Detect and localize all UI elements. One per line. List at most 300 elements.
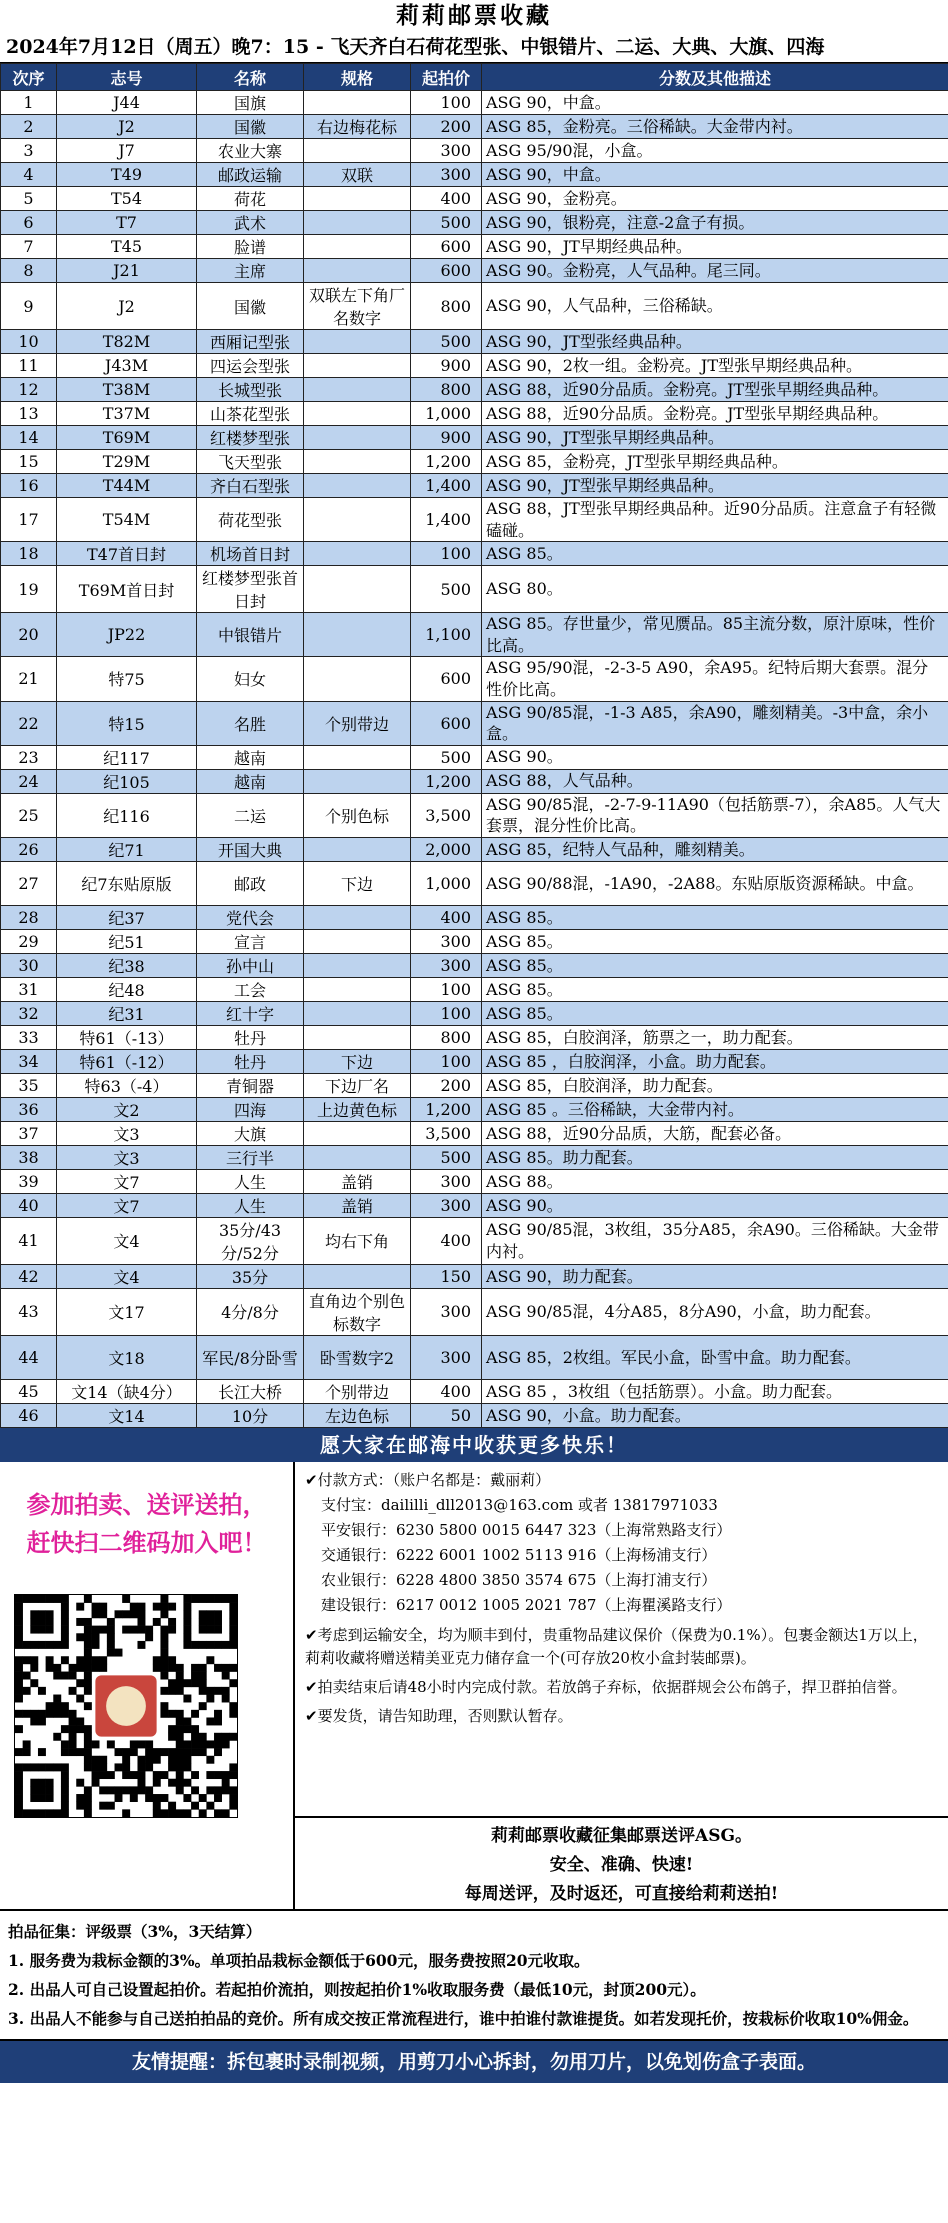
- qr-module: [76, 1794, 84, 1802]
- lot-code: 特15: [57, 701, 197, 745]
- lot-code: T29M: [57, 450, 197, 474]
- qr-module: [69, 1671, 77, 1679]
- lot-price: 800: [411, 1025, 482, 1049]
- qr-finder-module: [229, 1618, 237, 1626]
- qr-module: [76, 1633, 84, 1641]
- qr-module: [92, 1771, 100, 1779]
- qr-module: [84, 1656, 92, 1664]
- lot-spec: [304, 474, 411, 498]
- qr-module: [30, 1717, 38, 1725]
- qr-module: [130, 1626, 138, 1634]
- qr-module: [122, 1809, 130, 1817]
- lot-price: 500: [411, 1145, 482, 1169]
- qr-module: [199, 1664, 207, 1672]
- table-row: [1, 542, 948, 566]
- lot-index: 37: [1, 1121, 57, 1145]
- lot-desc: ASG 90。金粉亮，人气品种。尾三同。: [482, 259, 948, 283]
- lot-code: J2: [57, 283, 197, 330]
- qr-module: [183, 1740, 191, 1748]
- qr-module: [176, 1671, 184, 1679]
- header-spec: 规格: [304, 64, 411, 91]
- qr-finder-module: [61, 1626, 69, 1634]
- qr-finder-module: [199, 1595, 207, 1603]
- qr-module: [115, 1610, 123, 1618]
- qr-module: [214, 1794, 222, 1802]
- qr-finder-module: [214, 1610, 222, 1618]
- auction-subtitle: 2024年7月12日（周五）晚7：15 - 飞天齐白石荷花型张、中银错片、二运、大典、大旗、四海: [0, 32, 948, 63]
- qr-module: [61, 1748, 69, 1756]
- qr-module: [107, 1786, 115, 1794]
- qr-module: [107, 1771, 115, 1779]
- lot-spec: [304, 498, 411, 542]
- header-code: 志号: [57, 64, 197, 91]
- table-row: [1, 1145, 948, 1169]
- lot-spec: [304, 905, 411, 929]
- qr-module: [130, 1748, 138, 1756]
- qr-module: [160, 1664, 168, 1672]
- qr-module: [92, 1756, 100, 1764]
- qr-module: [84, 1618, 92, 1626]
- qr-finder-module: [38, 1763, 46, 1771]
- qr-finder-module: [15, 1603, 23, 1611]
- lot-price: 600: [411, 657, 482, 701]
- qr-module: [222, 1733, 230, 1741]
- lot-index: 34: [1, 1049, 57, 1073]
- lot-price: 50: [411, 1403, 482, 1427]
- qr-module: [84, 1756, 92, 1764]
- qr-module: [76, 1779, 84, 1787]
- lot-price: 1,100: [411, 613, 482, 657]
- lot-price: 300: [411, 1335, 482, 1379]
- qr-module: [191, 1748, 199, 1756]
- lot-name: 主席: [197, 259, 304, 283]
- qr-module: [122, 1626, 130, 1634]
- header-price: 起拍价: [411, 64, 482, 91]
- qr-finder-module: [15, 1794, 23, 1802]
- delivery-note: ✔要发货，请告知助理，否则默认暂存。: [305, 1706, 573, 1725]
- qr-module: [176, 1687, 184, 1695]
- lot-index: 45: [1, 1379, 57, 1403]
- qr-module: [214, 1664, 222, 1672]
- lot-price: 1,400: [411, 474, 482, 498]
- qr-module: [61, 1671, 69, 1679]
- lot-desc: ASG 80。: [482, 566, 948, 613]
- shipping-note: ✔考虑到运输安全，均为顺丰到付，贵重物品建议保价（保费为0.1%）。包裹金额达1万以上，莉莉收藏将赠送精美亚克力储存盒一个(可存放20枚小盒封装邮票)。: [305, 1625, 928, 1667]
- qr-module: [130, 1771, 138, 1779]
- qr-finder-module: [206, 1595, 214, 1603]
- lot-index: 14: [1, 426, 57, 450]
- check-icon: ✔: [305, 1470, 318, 1489]
- lot-code: T49: [57, 163, 197, 187]
- bank-account-pingan: 平安银行：6230 5800 0015 6447 323（上海常熟路支行）: [321, 1520, 732, 1539]
- qr-module: [38, 1717, 46, 1725]
- qr-module: [222, 1779, 230, 1787]
- qr-module: [222, 1671, 230, 1679]
- lot-price: 600: [411, 259, 482, 283]
- qr-module: [176, 1786, 184, 1794]
- table-row: [1, 1193, 948, 1217]
- qr-module: [99, 1786, 107, 1794]
- table-row: [1, 330, 948, 354]
- qr-finder-module: [30, 1595, 38, 1603]
- lot-index: 23: [1, 745, 57, 769]
- lot-name: 四海: [197, 1097, 304, 1121]
- table-row: [1, 1121, 948, 1145]
- qr-module: [23, 1671, 31, 1679]
- table-row: [1, 450, 948, 474]
- lot-name: 西厢记型张: [197, 330, 304, 354]
- table-row: [1, 283, 948, 330]
- qr-module: [15, 1679, 23, 1687]
- qr-module: [107, 1626, 115, 1634]
- lot-price: 300: [411, 1169, 482, 1193]
- rules-heading: 拍品征集：评级票（3%，3天结算）: [8, 1921, 262, 1941]
- qr-module: [206, 1802, 214, 1810]
- check-icon: ✔: [305, 1677, 318, 1696]
- table-row: [1, 1288, 948, 1335]
- qr-module: [183, 1779, 191, 1787]
- qr-module: [168, 1725, 176, 1733]
- table-row: [1, 793, 948, 837]
- table-row: [1, 566, 948, 613]
- lot-index: 46: [1, 1403, 57, 1427]
- table-row: [1, 1049, 948, 1073]
- qr-module: [183, 1717, 191, 1725]
- qr-finder-module: [15, 1626, 23, 1634]
- qr-module: [160, 1649, 168, 1657]
- qr-module: [137, 1610, 145, 1618]
- qr-finder-module: [53, 1595, 61, 1603]
- table-row: [1, 354, 948, 378]
- qr-module: [99, 1610, 107, 1618]
- qr-module: [168, 1763, 176, 1771]
- lot-spec: [304, 378, 411, 402]
- lot-name: 工会: [197, 977, 304, 1001]
- qr-module: [46, 1710, 54, 1718]
- qr-module: [176, 1771, 184, 1779]
- qr-finder-module: [206, 1610, 214, 1618]
- qr-module: [168, 1809, 176, 1817]
- lot-desc: ASG 88，近90分品质。金粉亮。JT型张早期经典品种。: [482, 402, 948, 426]
- qr-module: [30, 1710, 38, 1718]
- lot-spec: [304, 1264, 411, 1288]
- lot-code: 纪38: [57, 953, 197, 977]
- qr-finder-module: [23, 1595, 31, 1603]
- qr-module: [160, 1687, 168, 1695]
- qr-module: [69, 1717, 77, 1725]
- qr-module: [23, 1748, 31, 1756]
- lot-desc: ASG 85。: [482, 977, 948, 1001]
- qr-module: [84, 1786, 92, 1794]
- qr-module: [168, 1733, 176, 1741]
- qr-module: [53, 1694, 61, 1702]
- qr-module: [69, 1664, 77, 1672]
- qr-module: [183, 1809, 191, 1817]
- qr-module: [76, 1603, 84, 1611]
- qr-module: [137, 1786, 145, 1794]
- qr-module: [69, 1740, 77, 1748]
- qr-module: [92, 1603, 100, 1611]
- qr-module: [115, 1786, 123, 1794]
- qr-module: [222, 1687, 230, 1695]
- join-text: [0, 1486, 293, 1562]
- qr-finder-module: [46, 1794, 54, 1802]
- qr-finder-module: [222, 1641, 230, 1649]
- table-row: [1, 1403, 948, 1427]
- lot-spec: 个别带边: [304, 701, 411, 745]
- qr-module: [206, 1740, 214, 1748]
- qr-module: [168, 1779, 176, 1787]
- qr-module: [84, 1679, 92, 1687]
- qr-module: [183, 1748, 191, 1756]
- qr-module: [84, 1626, 92, 1634]
- table-row: [1, 187, 948, 211]
- qr-module: [46, 1664, 54, 1672]
- lot-name: 大旗: [197, 1121, 304, 1145]
- asg-line-2: 安全、准确、快速!: [549, 1854, 694, 1875]
- lot-spec: 盖销: [304, 1169, 411, 1193]
- lot-code: 纪31: [57, 1001, 197, 1025]
- qr-finder-module: [30, 1641, 38, 1649]
- lot-price: 300: [411, 1288, 482, 1335]
- qr-module: [214, 1710, 222, 1718]
- qr-module: [145, 1748, 153, 1756]
- qr-finder-module: [61, 1794, 69, 1802]
- lot-spec: 个别带边: [304, 1379, 411, 1403]
- qr-finder-module: [199, 1641, 207, 1649]
- qr-finder-module: [61, 1809, 69, 1817]
- qr-finder-module: [206, 1626, 214, 1634]
- qr-module: [76, 1748, 84, 1756]
- lot-code: 文7: [57, 1169, 197, 1193]
- qr-module: [15, 1694, 23, 1702]
- lot-price: 200: [411, 115, 482, 139]
- qr-module: [92, 1763, 100, 1771]
- qr-module: [199, 1687, 207, 1695]
- qr-module: [107, 1740, 115, 1748]
- lot-desc: ASG 90。: [482, 1193, 948, 1217]
- qr-module: [160, 1809, 168, 1817]
- lot-code: T69M首日封: [57, 566, 197, 613]
- lot-index: 43: [1, 1288, 57, 1335]
- qr-finder-module: [61, 1618, 69, 1626]
- qr-module: [176, 1756, 184, 1764]
- qr-module: [61, 1702, 69, 1710]
- qr-finder-module: [206, 1641, 214, 1649]
- qr-module: [153, 1771, 161, 1779]
- lot-name: 开国大典: [197, 837, 304, 861]
- qr-module: [191, 1802, 199, 1810]
- qr-module: [15, 1664, 23, 1672]
- join-line-1: 参加拍卖、送评送拍，: [26, 1489, 267, 1519]
- qr-code[interactable]: [14, 1594, 238, 1818]
- table-row: [1, 1335, 948, 1379]
- asg-line-3: 每周送评，及时返还，可直接给莉莉送拍!: [464, 1883, 779, 1904]
- qr-module: [168, 1710, 176, 1718]
- qr-finder-module: [30, 1779, 38, 1787]
- lot-index: 19: [1, 566, 57, 613]
- table-row: [1, 1379, 948, 1403]
- qr-module: [176, 1679, 184, 1687]
- lot-code: 纪71: [57, 837, 197, 861]
- lot-code: 特61（-13）: [57, 1025, 197, 1049]
- qr-module: [229, 1794, 237, 1802]
- lot-name: 机场首日封: [197, 542, 304, 566]
- qr-module: [176, 1733, 184, 1741]
- lot-desc: ASG 90/85混，-2-7-9-11A90（包括筋票-7），余A85。人气大套票，混分性价比高。: [482, 793, 948, 837]
- lot-index: 40: [1, 1193, 57, 1217]
- lot-spec: [304, 1025, 411, 1049]
- qr-module: [30, 1679, 38, 1687]
- lot-price: 1,200: [411, 450, 482, 474]
- qr-module: [115, 1763, 123, 1771]
- qr-module: [107, 1633, 115, 1641]
- qr-module: [15, 1748, 23, 1756]
- qr-module: [107, 1641, 115, 1649]
- rule-3: 3. 出品人不能参与自己送拍拍品的竞价。所有成交按正常流程进行，谁中拍谁付款谁提货。如若发现托价，按栽标价收取10%佣金。: [8, 2008, 919, 2028]
- lot-index: 30: [1, 953, 57, 977]
- table-row: [1, 1025, 948, 1049]
- qr-module: [206, 1771, 214, 1779]
- qr-module: [199, 1733, 207, 1741]
- qr-finder-module: [229, 1595, 237, 1603]
- qr-module: [222, 1664, 230, 1672]
- lot-desc: ASG 90，银粉亮，注意-2盒子有损。: [482, 211, 948, 235]
- qr-module: [53, 1664, 61, 1672]
- qr-module: [61, 1725, 69, 1733]
- qr-finder-module: [15, 1763, 23, 1771]
- qr-finder-module: [53, 1641, 61, 1649]
- lot-spec: [304, 1001, 411, 1025]
- qr-module: [99, 1771, 107, 1779]
- qr-module: [168, 1756, 176, 1764]
- lot-spec: [304, 657, 411, 701]
- lot-index: 10: [1, 330, 57, 354]
- qr-module: [84, 1649, 92, 1657]
- qr-module: [61, 1710, 69, 1718]
- lot-code: T82M: [57, 330, 197, 354]
- lot-index: 15: [1, 450, 57, 474]
- payment-panel: [295, 1462, 948, 1909]
- qr-module: [191, 1725, 199, 1733]
- lot-name: 山茶花型张: [197, 402, 304, 426]
- qr-module: [92, 1610, 100, 1618]
- qr-module: [199, 1794, 207, 1802]
- qr-finder-module: [38, 1610, 46, 1618]
- lot-spec: [304, 745, 411, 769]
- qr-module: [84, 1740, 92, 1748]
- qr-finder-module: [183, 1595, 191, 1603]
- lot-desc: ASG 88，人气品种。: [482, 769, 948, 793]
- qr-module: [222, 1771, 230, 1779]
- qr-module: [145, 1756, 153, 1764]
- lot-name: 红楼梦型张: [197, 426, 304, 450]
- qr-module: [160, 1633, 168, 1641]
- lot-desc: ASG 90/88混，-1A90，-2A88。东贴原版资源稀缺。中盒。: [482, 861, 948, 905]
- lot-desc: ASG 90，中盒。: [482, 163, 948, 187]
- lot-desc: ASG 90/85混，4分A85，8分A90，小盒，助力配套。: [482, 1288, 948, 1335]
- lot-name: 荷花: [197, 187, 304, 211]
- qr-module: [61, 1656, 69, 1664]
- lot-name: 10分: [197, 1403, 304, 1427]
- lot-price: 500: [411, 330, 482, 354]
- lot-price: 400: [411, 905, 482, 929]
- lot-spec: [304, 566, 411, 613]
- qr-finder-module: [30, 1618, 38, 1626]
- table-row: [1, 769, 948, 793]
- qr-module: [137, 1603, 145, 1611]
- lot-index: 1: [1, 91, 57, 115]
- lot-price: 800: [411, 283, 482, 330]
- lot-price: 300: [411, 163, 482, 187]
- lot-price: 500: [411, 211, 482, 235]
- lot-index: 41: [1, 1217, 57, 1264]
- lot-price: 500: [411, 745, 482, 769]
- qr-module: [92, 1633, 100, 1641]
- qr-module: [206, 1687, 214, 1695]
- table-row: [1, 837, 948, 861]
- lot-price: 300: [411, 953, 482, 977]
- qr-module: [214, 1733, 222, 1741]
- qr-module: [38, 1748, 46, 1756]
- lot-desc: ASG 85。: [482, 953, 948, 977]
- lot-spec: 双联: [304, 163, 411, 187]
- qr-module: [222, 1786, 230, 1794]
- qr-module: [115, 1748, 123, 1756]
- lot-desc: ASG 88，近90分品质。金粉亮。JT型张早期经典品种。: [482, 378, 948, 402]
- table-row: [1, 378, 948, 402]
- qr-module: [191, 1679, 199, 1687]
- qr-module: [30, 1664, 38, 1672]
- table-row: [1, 977, 948, 1001]
- qr-module: [229, 1802, 237, 1810]
- lot-spec: 下边: [304, 861, 411, 905]
- qr-module: [160, 1595, 168, 1603]
- lot-index: 42: [1, 1264, 57, 1288]
- qr-module: [84, 1641, 92, 1649]
- qr-module: [76, 1679, 84, 1687]
- table-row: [1, 701, 948, 745]
- qr-module: [84, 1702, 92, 1710]
- qr-finder-module: [61, 1771, 69, 1779]
- lot-spec: [304, 450, 411, 474]
- lot-desc: ASG 90。: [482, 745, 948, 769]
- lot-price: 100: [411, 91, 482, 115]
- lot-code: 文3: [57, 1145, 197, 1169]
- qr-module: [76, 1725, 84, 1733]
- qr-module: [183, 1694, 191, 1702]
- qr-finder-module: [38, 1786, 46, 1794]
- qr-module: [137, 1771, 145, 1779]
- lot-code: T45: [57, 235, 197, 259]
- lot-index: 5: [1, 187, 57, 211]
- lot-price: 400: [411, 187, 482, 211]
- lot-code: J2: [57, 115, 197, 139]
- table-row: [1, 613, 948, 657]
- qr-module: [107, 1802, 115, 1810]
- qr-module: [229, 1786, 237, 1794]
- qr-module: [137, 1756, 145, 1764]
- lot-name: 宣言: [197, 929, 304, 953]
- qr-module: [183, 1794, 191, 1802]
- qr-module: [61, 1740, 69, 1748]
- qr-finder-module: [61, 1786, 69, 1794]
- table-row: [1, 1097, 948, 1121]
- lot-index: 36: [1, 1097, 57, 1121]
- qr-module: [222, 1694, 230, 1702]
- qr-module: [229, 1710, 237, 1718]
- table-row: [1, 1217, 948, 1264]
